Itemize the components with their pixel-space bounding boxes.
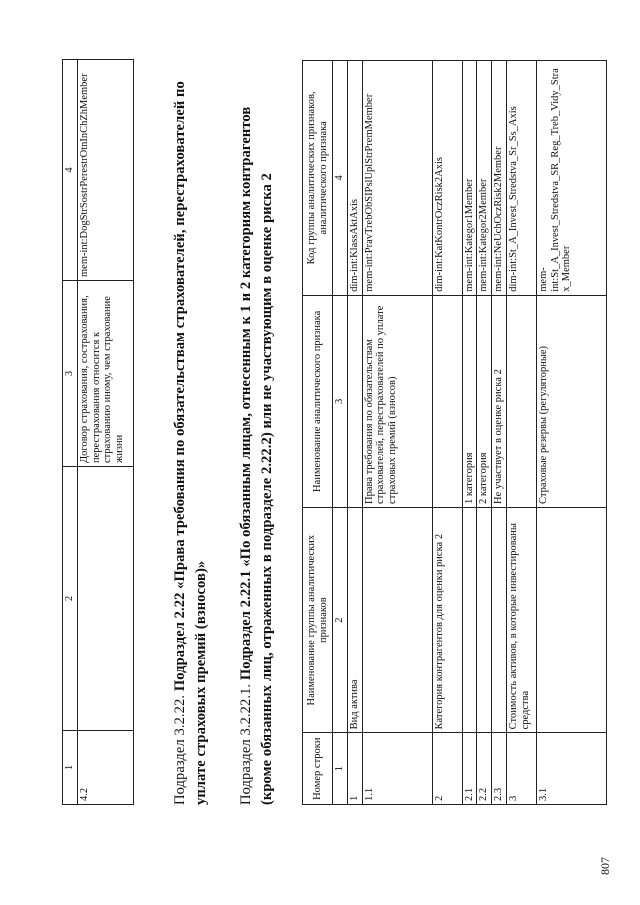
heading-prefix: Подраздел 3.2.22.1. [238, 683, 254, 805]
feature-code: mem-int:DogStrSostrPerestrOtnInChZhMember [77, 60, 133, 281]
section-heading-3-2-22 [170, 60, 212, 805]
table-row [432, 61, 462, 805]
feature-name [506, 295, 536, 507]
heading-title: Подраздел 2.22 «Права требования по обязательствам страхователей, перестрахователей по уплате страховых премий (взносов)» [172, 81, 210, 805]
feature-code: dim-int:KlassAktAxis [347, 61, 362, 296]
column-number: 2 [333, 507, 348, 732]
row-number: 4.2 [77, 731, 133, 805]
table-row [492, 61, 507, 805]
feature-name: Договор страхования, сострахования, перестрахования относится к страхованию иному, чем страхование жизни [77, 281, 133, 467]
heading-title: Подраздел 2.22.1 «По обязанным лицам, отнесенным к 1 и 2 категориям контрагентов (кроме обязанных лиц, отраженных в подразделе 2.22.2) или не участвующим в оценке риска 2 [238, 106, 276, 805]
feature-code: dim-int:KatKontrOczRisk2Axis [432, 61, 462, 296]
main-table-header-row [303, 61, 333, 805]
row-number: 2.1 [462, 733, 477, 805]
group-name [536, 507, 606, 732]
main-table-number-row [333, 61, 348, 805]
group-name [477, 507, 492, 732]
table-row [477, 61, 492, 805]
header-feature-code: Код группы аналитических признаков, аналитического признака [303, 61, 333, 296]
row-number: 3.1 [536, 733, 606, 805]
table-row [347, 61, 362, 805]
group-name: Стоимость активов, в которые инвестированы средства [506, 507, 536, 732]
row-number: 1.1 [362, 733, 432, 805]
feature-name: Не участвует в оценке риска 2 [492, 295, 507, 507]
column-number: 1 [333, 733, 348, 805]
section-heading-3-2-22-1 [236, 60, 278, 805]
group-name: Категория контрагентов для оценки риска 2 [432, 507, 462, 732]
feature-code: mem-int:NeUchOczRisk2Member [492, 61, 507, 296]
feature-name [347, 295, 362, 507]
group-name: Вид актива [347, 507, 362, 732]
feature-code: mem-int:Kategor1Member [462, 61, 477, 296]
table-row [506, 61, 536, 805]
column-number: 4 [333, 61, 348, 296]
table-row [362, 61, 432, 805]
group-name [462, 507, 477, 732]
feature-code: mem-int:PravTrebObSIPslUplStrPremMember [362, 61, 432, 296]
feature-name: 2 категория [477, 295, 492, 507]
top-header-cell: 1 [63, 731, 78, 805]
group-name [77, 467, 133, 731]
group-name [362, 507, 432, 732]
feature-name [432, 295, 462, 507]
table-row [536, 61, 606, 805]
feature-code: mem-int:St_A_Invest_Stredstva_SR_Reg_Treb_Vidy_Strax_Member [536, 61, 606, 296]
main-table [302, 60, 607, 805]
top-table [62, 59, 134, 805]
row-number: 2.2 [477, 733, 492, 805]
row-number: 1 [347, 733, 362, 805]
row-number: 2 [432, 733, 462, 805]
feature-name: Права требования по обязательствам страхователей, перестрахователей по уплате страховых премий (взносов) [362, 295, 432, 507]
feature-name: Страховые резервы (регуляторные) [536, 295, 606, 507]
top-header-cell: 2 [63, 467, 78, 731]
header-row-number: Номер строки [303, 733, 333, 805]
feature-name: 1 категория [462, 295, 477, 507]
feature-code: mem-int:Kategor2Member [477, 61, 492, 296]
top-header-cell: 4 [63, 60, 78, 281]
page-number: 807 [598, 857, 612, 875]
header-group-name: Наименование группы аналитических признаков [303, 507, 333, 732]
top-table-row [77, 60, 133, 805]
row-number: 3 [506, 733, 536, 805]
group-name [492, 507, 507, 732]
header-feature-name: Наименование аналитического признака [303, 295, 333, 507]
feature-code: dim-int:St_A_Invest_Stredstva_Sr_Ss_Axis [506, 61, 536, 296]
column-number: 3 [333, 295, 348, 507]
table-row [462, 61, 477, 805]
top-table-header-row [63, 60, 78, 805]
row-number: 2.3 [492, 733, 507, 805]
top-header-cell: 3 [63, 281, 78, 467]
heading-prefix: Подраздел 3.2.22. [172, 694, 188, 805]
